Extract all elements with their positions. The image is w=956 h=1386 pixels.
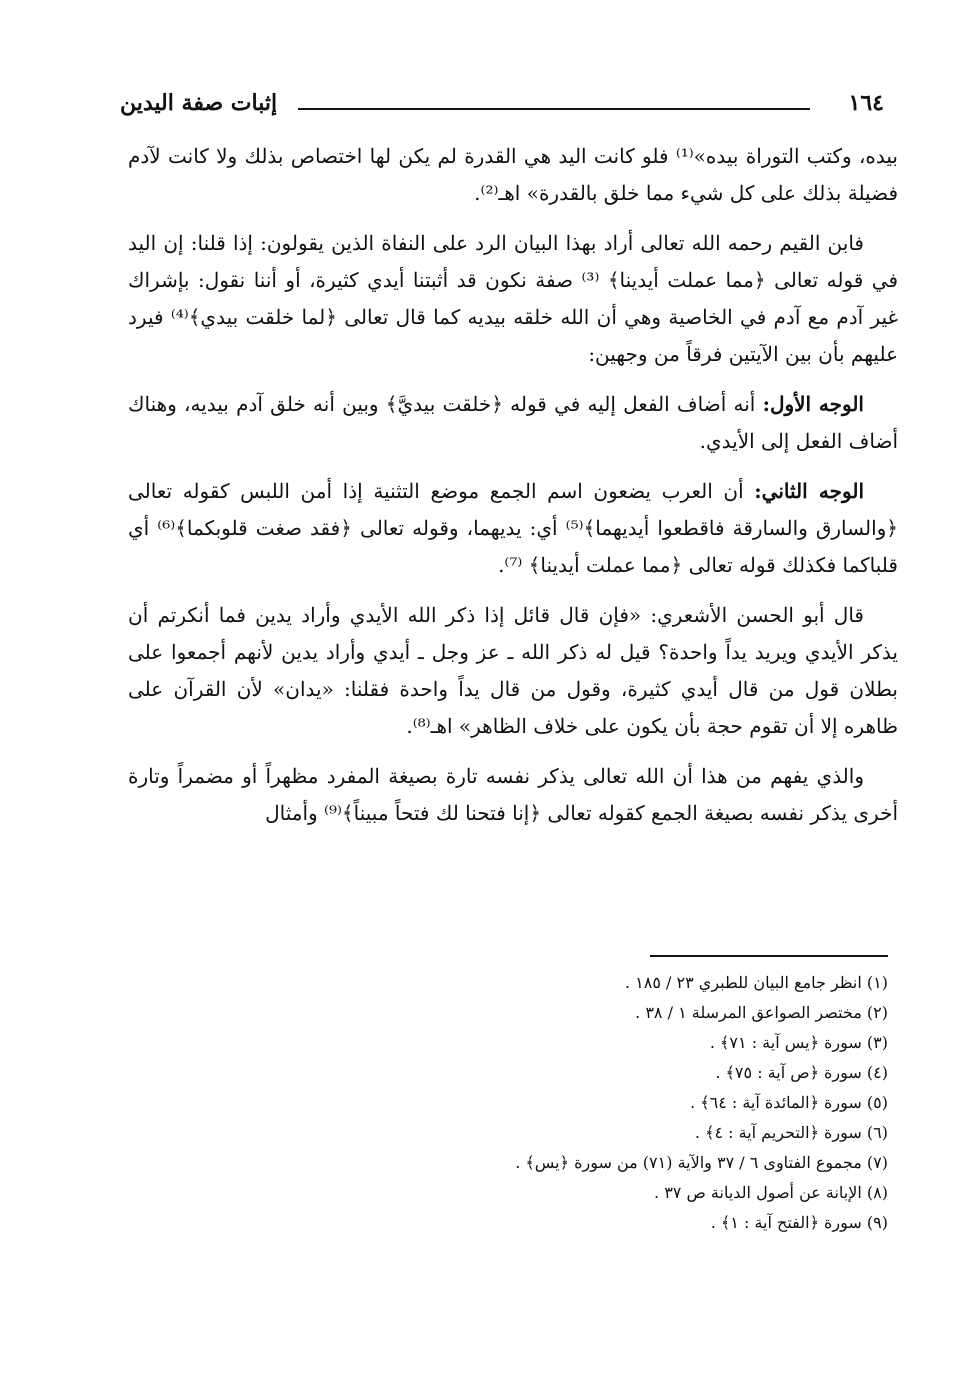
page-header <box>120 86 896 128</box>
first-aspect-text: أنه أضاف الفعل إليه في قوله ﴿خلقت بيديَّ﴾ وبين أنه خلق آدم بيديه، وهناك أضاف الفعل إلى الأيدي. <box>128 392 898 453</box>
footnote-3: (٣) سورة ﴿يس آية : ٧١﴾ . <box>709 1033 888 1052</box>
footnote-2: (٢) مختصر الصواعق المرسلة ١ / ٣٨ . <box>635 1003 888 1022</box>
footnote-separator <box>650 955 888 957</box>
paragraph-ashari-quote: قال أبو الحسن الأشعري: «فإن قال قائل إذا ذكر الله الأيدي وأراد يدين فما أنكرتم أن يذكر الأيدي ويريد يداً واحدة؟ قيل له ذكر الله ـ عز وجل ـ أيدي وأراد يدين لأنهم أجمعوا على بطلان قول من قال أيدي كثيرة، وقول من قال يداً واحدة فقلنا: «يدان» لأن القرآن على ظاهره إلا أن تقوم حجة بأن يكون على خلاف الظاهر» اهـ⁽⁸⁾. <box>128 603 898 738</box>
running-title: إثبات صفة اليدين <box>120 90 278 116</box>
footnotes-list <box>188 968 888 1238</box>
footnote-1: (١) انظر جامع البيان للطبري ٢٣ / ١٨٥ . <box>625 973 888 992</box>
footnote-4: (٤) سورة ﴿ص آية : ٧٥﴾ . <box>715 1063 888 1082</box>
footnote-9: (٩) سورة ﴿الفتح آية : ١﴾ . <box>710 1213 888 1232</box>
main-text <box>128 138 898 845</box>
footnote-5: (٥) سورة ﴿المائدة آية : ٦٤﴾ . <box>690 1093 888 1112</box>
paragraph-continuation: بيده، وكتب التوراة بيده»⁽¹⁾ فلو كانت اليد هي القدرة لم يكن لها اختصاص بذلك ولا كانت لآدم فضيلة بذلك على كل شيء مما خلق بالقدرة» اهـ⁽²⁾. <box>128 144 898 205</box>
footnote-7: (٧) مجموع الفتاوى ٦ / ٣٧ والآية (٧١) من سورة ﴿يس﴾ . <box>515 1153 888 1172</box>
footnote-8: (٨) الإبانة عن أصول الديانة ص ٣٧ . <box>654 1183 888 1202</box>
footnote-6: (٦) سورة ﴿التحريم آية : ٤﴾ . <box>694 1123 888 1142</box>
paragraph-first-aspect <box>128 386 898 460</box>
paragraph-ibn-qayyim: فابن القيم رحمه الله تعالى أراد بهذا البيان الرد على النفاة الذين يقولون: إذا قلنا: إن اليد في قوله تعالى ﴿مما عملت أيدينا﴾ ⁽³⁾ صفة نكون قد أثبتنا أيدي كثيرة، أو أننا نقول: بإشراك غير آدم مع آدم في الخاصية وهي أن الله خلقه بيديه كما قال تعالى ﴿لما خلقت بيدي﴾⁽⁴⁾ فيرد عليهم بأن بين الآيتين فرقاً من وجهين: <box>128 231 899 366</box>
header-rule <box>298 108 810 110</box>
page-number: ١٦٤ <box>848 90 884 116</box>
paragraph-second-aspect <box>128 473 898 584</box>
second-aspect-text: أن العرب يضعون اسم الجمع موضع التثنية إذا أمن اللبس كقوله تعالى ﴿والسارق والسارقة فاقطعوا أيديهما﴾⁽⁵⁾ أي: يديهما، وقوله تعالى ﴿فقد صغت قلوبكما﴾⁽⁶⁾ أي قلباكما فكذلك قوله تعالى ﴿مما عملت أيدينا﴾ ⁽⁷⁾. <box>128 479 899 577</box>
second-aspect-label: الوجه الثاني: <box>754 479 864 503</box>
first-aspect-label: الوجه الأول: <box>762 392 864 416</box>
paragraph-conclusion: والذي يفهم من هذا أن الله تعالى يذكر نفسه تارة بصيغة المفرد مظهراً أو مضمراً وتارة أخرى يذكر نفسه بصيغة الجمع كقوله تعالى ﴿إنا فتحنا لك فتحاً مبيناً﴾⁽⁹⁾ وأمثال <box>128 764 898 825</box>
